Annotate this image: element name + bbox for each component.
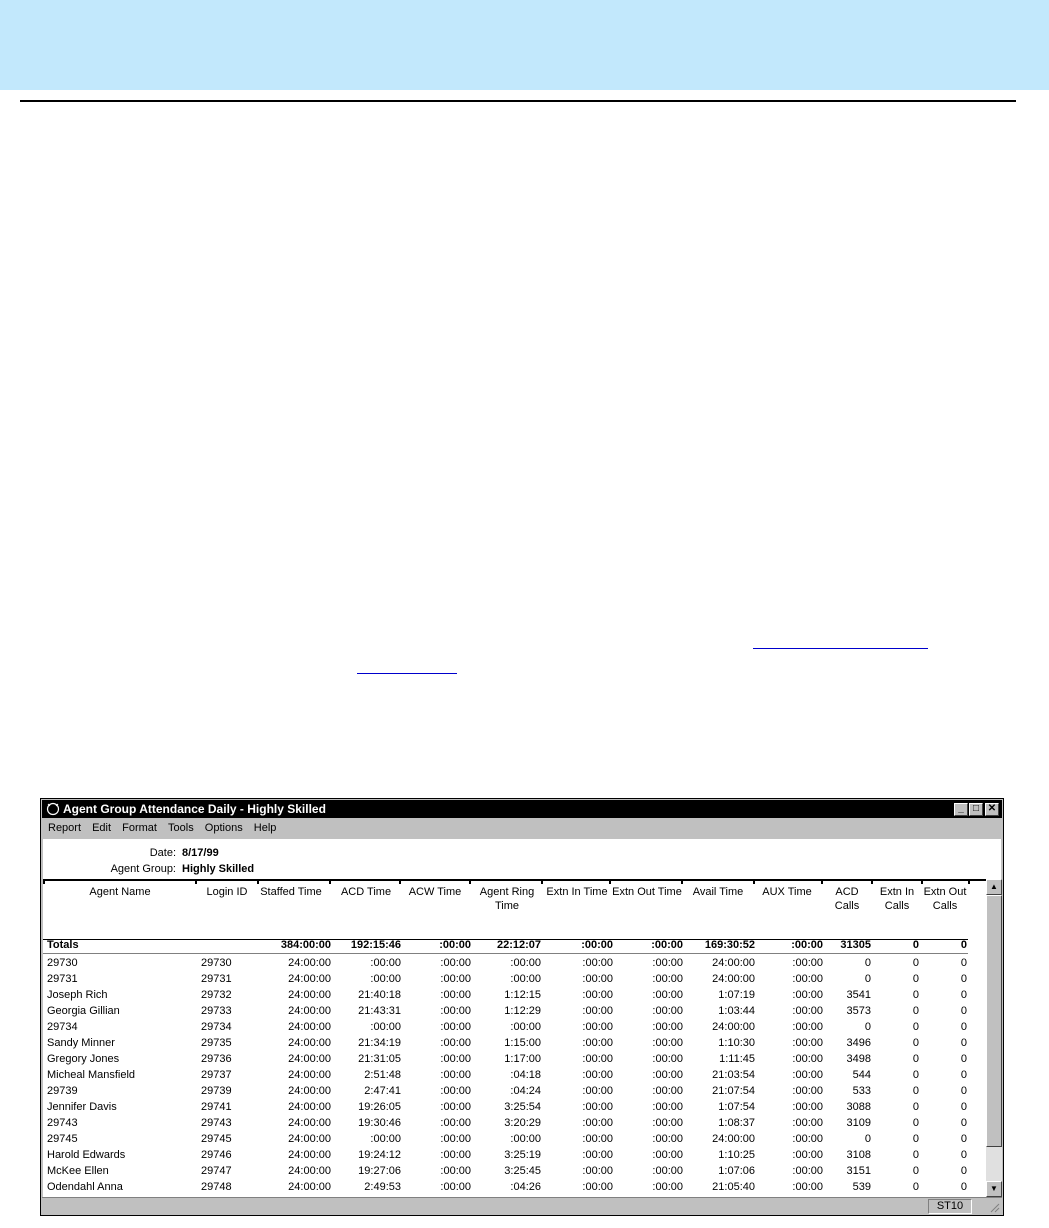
table-cell: 3088 [846, 1101, 871, 1113]
table-cell: :00:00 [652, 1053, 683, 1065]
table-cell: 24:00:00 [288, 1165, 331, 1177]
table-cell: 21:31:05 [358, 1053, 401, 1065]
table-cell: 24:00:00 [288, 1053, 331, 1065]
menu-bar [42, 819, 1002, 837]
table-cell: :00:00 [791, 939, 823, 951]
table-cell: :00:00 [792, 973, 823, 985]
table-row[interactable] [43, 1067, 973, 1083]
report-window [40, 798, 1004, 1216]
table-cell: 3:25:45 [504, 1165, 541, 1177]
totals-row [43, 937, 973, 953]
table-cell: 21:40:18 [358, 989, 401, 1001]
table-cell: :00:00 [440, 973, 471, 985]
table-cell: 0 [912, 1021, 919, 1033]
menu-options[interactable]: Options [204, 822, 243, 834]
table-row[interactable] [43, 955, 973, 971]
page-header-band [0, 0, 1049, 90]
table-cell: :00:00 [792, 1149, 823, 1161]
column-divider[interactable] [399, 880, 401, 884]
table-cell: 539 [852, 1181, 871, 1193]
column-header[interactable]: Extn Out Calls [923, 886, 967, 912]
column-header[interactable]: ACD Time [340, 886, 392, 898]
agent-name-cell: 29730 [47, 957, 78, 969]
table-row[interactable] [43, 1179, 973, 1195]
table-cell: 0 [912, 1005, 919, 1017]
column-header[interactable]: AUX Time [762, 886, 812, 898]
table-cell: 0 [912, 1133, 919, 1145]
table-cell: :00:00 [792, 1085, 823, 1097]
table-cell: :00:00 [652, 1021, 683, 1033]
table-cell: 1:11:45 [719, 1053, 755, 1065]
agent-group-value: Highly Skilled [182, 863, 255, 875]
table-cell: :00:00 [370, 1021, 401, 1033]
table-cell: :00:00 [652, 1133, 683, 1145]
table-cell: :00:00 [652, 973, 683, 985]
table-cell: 533 [852, 1085, 871, 1097]
hyperlink-underline[interactable] [357, 673, 457, 674]
vertical-scrollbar[interactable] [986, 879, 1002, 1197]
column-header[interactable]: Extn Out Time [612, 886, 682, 898]
table-cell: 0 [960, 1149, 967, 1161]
table-cell: 0 [912, 1181, 919, 1193]
table-cell: :00:00 [582, 1101, 613, 1113]
table-cell: 24:00:00 [288, 1149, 331, 1161]
table-cell: :00:00 [582, 1053, 613, 1065]
table-cell: 24:00:00 [288, 1181, 331, 1193]
column-divider[interactable] [681, 880, 683, 884]
table-cell: 0 [912, 1149, 919, 1161]
table-cell: 0 [912, 989, 919, 1001]
table-cell: 1:17:00 [504, 1053, 541, 1065]
table-cell: 21:07:54 [712, 1085, 755, 1097]
table-cell: :00:00 [510, 957, 541, 969]
table-cell: 3573 [846, 1005, 871, 1017]
table-cell: 2:51:48 [364, 1069, 401, 1081]
header-divider [20, 100, 1016, 102]
agent-name-cell: Jennifer Davis [47, 1101, 117, 1113]
table-cell: 21:05:40 [712, 1181, 755, 1193]
table-cell: 29737 [201, 1069, 232, 1081]
table-cell: :00:00 [510, 1133, 541, 1145]
table-cell: :00:00 [440, 1149, 471, 1161]
table-row[interactable] [43, 1019, 973, 1035]
table-row[interactable] [43, 1131, 973, 1147]
agent-name-cell: 29745 [47, 1133, 78, 1145]
table-cell: :00:00 [792, 1053, 823, 1065]
maximize-button[interactable]: □ [969, 803, 983, 816]
table-cell: 24:00:00 [288, 1133, 331, 1145]
column-divider[interactable] [921, 880, 923, 884]
table-cell: 1:07:54 [718, 1101, 755, 1113]
table-cell: :00:00 [582, 1037, 613, 1049]
table-cell: 3:25:54 [504, 1101, 541, 1113]
table-cell: 0 [864, 957, 871, 969]
status-bar [42, 1197, 1002, 1215]
table-cell: :00:00 [792, 1069, 823, 1081]
table-cell: 0 [912, 939, 919, 951]
table-cell: 24:00:00 [712, 957, 755, 969]
table-cell: 24:00:00 [288, 989, 331, 1001]
table-cell: :00:00 [510, 973, 541, 985]
table-cell: :00:00 [652, 1181, 683, 1193]
date-value: 8/17/99 [182, 847, 219, 859]
table-row[interactable] [43, 1051, 973, 1067]
table-cell: 29741 [201, 1101, 232, 1113]
table-cell: :00:00 [792, 1165, 823, 1177]
table-cell: :00:00 [582, 989, 613, 1001]
table-cell: 384:00:00 [280, 939, 331, 951]
table-cell: :00:00 [652, 1085, 683, 1097]
table-cell: 544 [852, 1069, 871, 1081]
table-cell: 2:49:53 [364, 1181, 401, 1193]
scroll-up-button[interactable]: ▲ [986, 879, 1002, 895]
table-cell: :00:00 [440, 1005, 471, 1017]
table-cell: 29736 [201, 1053, 232, 1065]
table-cell: 3496 [846, 1037, 871, 1049]
date-label: Date: [149, 847, 176, 859]
table-cell: 3:20:29 [504, 1117, 541, 1129]
agent-name-cell: 29734 [47, 1021, 78, 1033]
table-cell: :00:00 [792, 1181, 823, 1193]
column-header[interactable]: Extn In Time [546, 886, 608, 898]
table-cell: 0 [864, 1133, 871, 1145]
table-cell: 24:00:00 [712, 973, 755, 985]
table-cell: 21:34:19 [358, 1037, 401, 1049]
table-row[interactable] [43, 1163, 973, 1179]
column-divider[interactable] [968, 880, 970, 884]
agent-name-cell: 29739 [47, 1085, 78, 1097]
table-cell: :00:00 [792, 1005, 823, 1017]
table-cell: 3:25:19 [504, 1149, 541, 1161]
table-cell: 0 [960, 1053, 967, 1065]
agent-name-cell: Totals [47, 939, 79, 951]
table-cell: 31305 [840, 939, 871, 951]
agent-group-label: Agent Group: [110, 863, 176, 875]
scroll-down-button[interactable]: ▼ [986, 1181, 1002, 1197]
table-row[interactable] [43, 1035, 973, 1051]
table-cell: 0 [960, 1085, 967, 1097]
agent-name-cell: Odendahl Anna [47, 1181, 123, 1193]
table-cell: :00:00 [792, 989, 823, 1001]
column-divider[interactable] [541, 880, 543, 884]
table-cell: :00:00 [582, 1069, 613, 1081]
column-header[interactable]: Extn In Calls [879, 886, 915, 912]
table-cell: 24:00:00 [288, 1069, 331, 1081]
table-cell: :00:00 [652, 1117, 683, 1129]
table-cell: :00:00 [582, 1085, 613, 1097]
report-table [43, 879, 986, 1197]
table-cell: 0 [912, 973, 919, 985]
table-cell: 192:15:46 [350, 939, 401, 951]
table-cell: 3541 [846, 989, 871, 1001]
column-divider[interactable] [753, 880, 755, 884]
column-divider[interactable] [257, 880, 259, 884]
table-cell: :00:00 [652, 1069, 683, 1081]
window-title: Agent Group Attendance Daily - Highly Skilled [63, 802, 326, 816]
table-cell: :00:00 [440, 1117, 471, 1129]
table-cell: :00:00 [582, 1149, 613, 1161]
table-cell: :00:00 [792, 1117, 823, 1129]
table-cell: 1:03:44 [718, 1005, 755, 1017]
table-cell: :00:00 [792, 1101, 823, 1113]
table-row[interactable] [43, 1099, 973, 1115]
table-cell: :00:00 [439, 939, 471, 951]
table-cell: :00:00 [370, 1133, 401, 1145]
table-cell: 21:43:31 [358, 1005, 401, 1017]
table-cell: 0 [912, 1165, 919, 1177]
column-header[interactable]: Agent Ring Time [479, 886, 535, 912]
table-cell: :04:24 [510, 1085, 541, 1097]
table-cell: :00:00 [440, 1101, 471, 1113]
agent-name-cell: Gregory Jones [47, 1053, 120, 1065]
hyperlink-underline[interactable] [753, 648, 928, 649]
table-cell: 0 [912, 957, 919, 969]
table-cell: 24:00:00 [712, 1133, 755, 1145]
table-cell: 24:00:00 [288, 1005, 331, 1017]
table-cell: :00:00 [652, 1149, 683, 1161]
table-cell: 24:00:00 [288, 1037, 331, 1049]
table-cell: :00:00 [582, 957, 613, 969]
table-cell: 22:12:07 [496, 939, 541, 951]
column-header[interactable]: Login ID [206, 886, 248, 898]
column-divider[interactable] [609, 880, 611, 884]
table-cell: 29746 [201, 1149, 232, 1161]
table-cell: 0 [960, 1133, 967, 1145]
table-cell: 1:15:00 [504, 1037, 541, 1049]
table-cell: :00:00 [440, 1053, 471, 1065]
column-header[interactable]: ACD Calls [834, 886, 860, 912]
table-cell: 19:26:05 [358, 1101, 401, 1113]
table-cell: 29734 [201, 1021, 232, 1033]
agent-name-cell: McKee Ellen [47, 1165, 109, 1177]
column-divider[interactable] [195, 880, 197, 884]
column-header[interactable]: Staffed Time [260, 886, 322, 898]
table-cell: :00:00 [440, 1165, 471, 1177]
table-cell: 1:12:15 [504, 989, 541, 1001]
table-cell: 169:30:52 [704, 939, 755, 951]
agent-name-cell: 29731 [47, 973, 78, 985]
table-cell: 1:12:29 [504, 1005, 541, 1017]
table-cell: 0 [912, 1053, 919, 1065]
table-cell: 21:03:54 [712, 1069, 755, 1081]
table-cell: 0 [912, 1069, 919, 1081]
table-cell: 29745 [201, 1133, 232, 1145]
table-cell: 24:00:00 [288, 973, 331, 985]
table-cell: 0 [864, 1021, 871, 1033]
totals-divider [43, 953, 968, 954]
table-row[interactable] [43, 1003, 973, 1019]
table-cell: :00:00 [582, 1021, 613, 1033]
table-cell: :00:00 [440, 989, 471, 1001]
table-cell: :00:00 [370, 973, 401, 985]
table-cell: 19:24:12 [358, 1149, 401, 1161]
agent-name-cell: Micheal Mansfield [47, 1069, 136, 1081]
column-divider[interactable] [821, 880, 823, 884]
table-cell: :00:00 [440, 1181, 471, 1193]
table-cell: 1:10:25 [718, 1149, 755, 1161]
table-cell: :00:00 [582, 1005, 613, 1017]
table-cell: 0 [912, 1117, 919, 1129]
table-cell: :00:00 [792, 1037, 823, 1049]
column-divider[interactable] [871, 880, 873, 884]
table-cell: 1:08:37 [718, 1117, 755, 1129]
table-row[interactable] [43, 971, 973, 987]
table-cell: 29731 [201, 973, 232, 985]
table-cell: 1:07:19 [718, 989, 755, 1001]
table-cell: 3151 [846, 1165, 871, 1177]
table-cell: :04:18 [510, 1069, 541, 1081]
table-cell: 29735 [201, 1037, 232, 1049]
table-cell: 0 [960, 1117, 967, 1129]
table-cell: 29747 [201, 1165, 232, 1177]
table-cell: 0 [864, 973, 871, 985]
table-cell: :00:00 [440, 1037, 471, 1049]
table-cell: 24:00:00 [712, 1021, 755, 1033]
status-pane: ST10 [928, 1199, 972, 1214]
column-divider[interactable] [329, 880, 331, 884]
table-cell: 2:47:41 [364, 1085, 401, 1097]
table-cell: :00:00 [582, 1133, 613, 1145]
table-cell: 3109 [846, 1117, 871, 1129]
table-cell: 0 [960, 1037, 967, 1049]
table-row[interactable] [43, 1115, 973, 1131]
table-cell: :00:00 [440, 1085, 471, 1097]
clock-icon [46, 802, 60, 816]
table-cell: 1:07:06 [718, 1165, 755, 1177]
table-cell: 0 [960, 1005, 967, 1017]
table-cell: :00:00 [440, 957, 471, 969]
table-cell: 0 [960, 1069, 967, 1081]
table-cell: :00:00 [440, 1069, 471, 1081]
report-parameters [43, 839, 1001, 879]
table-cell: 0 [912, 1101, 919, 1113]
table-cell: 0 [960, 1101, 967, 1113]
table-cell: :00:00 [792, 957, 823, 969]
table-cell: :00:00 [652, 1101, 683, 1113]
menu-edit[interactable]: Edit [92, 822, 112, 834]
agent-name-cell: Joseph Rich [47, 989, 108, 1001]
table-cell: :00:00 [652, 1165, 683, 1177]
agent-name-cell: Harold Edwards [47, 1149, 126, 1161]
table-cell: :00:00 [652, 1037, 683, 1049]
resize-grip-icon[interactable] [988, 1201, 1000, 1213]
column-header[interactable]: Avail Time [692, 886, 744, 898]
table-cell: :00:00 [652, 957, 683, 969]
table-cell: :00:00 [582, 1165, 613, 1177]
table-cell: :04:26 [510, 1181, 541, 1193]
table-cell: 29732 [201, 989, 232, 1001]
table-cell: 29743 [201, 1117, 232, 1129]
table-cell: 24:00:00 [288, 1021, 331, 1033]
table-cell: 0 [960, 989, 967, 1001]
table-cell: 24:00:00 [288, 1101, 331, 1113]
table-cell: 0 [960, 957, 967, 969]
table-cell: 0 [912, 1085, 919, 1097]
table-row[interactable] [43, 1083, 973, 1099]
table-cell: 29733 [201, 1005, 232, 1017]
title-bar[interactable] [42, 800, 1002, 818]
table-cell: 19:30:46 [358, 1117, 401, 1129]
table-cell: 24:00:00 [288, 957, 331, 969]
scroll-thumb[interactable] [986, 895, 1002, 1147]
table-cell: 0 [960, 1021, 967, 1033]
minimize-button[interactable]: _ [954, 803, 968, 816]
column-divider[interactable] [43, 880, 45, 884]
table-cell: :00:00 [581, 939, 613, 951]
agent-name-cell: Sandy Minner [47, 1037, 115, 1049]
agent-name-cell: 29743 [47, 1117, 78, 1129]
menu-format[interactable]: Format [122, 822, 157, 834]
table-cell: 29730 [201, 957, 232, 969]
table-cell: :00:00 [582, 973, 613, 985]
table-cell: 0 [960, 1165, 967, 1177]
table-cell: 0 [912, 1037, 919, 1049]
table-cell: :00:00 [370, 957, 401, 969]
table-cell: :00:00 [582, 1181, 613, 1193]
table-cell: :00:00 [440, 1021, 471, 1033]
column-divider[interactable] [469, 880, 471, 884]
table-cell: 1:10:30 [718, 1037, 755, 1049]
table-cell: 0 [960, 939, 967, 951]
table-cell: 3108 [846, 1149, 871, 1161]
table-cell: 0 [960, 1181, 967, 1193]
table-cell: 29739 [201, 1085, 232, 1097]
column-header[interactable]: Agent Name [89, 886, 151, 898]
table-cell: :00:00 [792, 1021, 823, 1033]
menu-tools[interactable]: Tools [168, 822, 194, 834]
table-cell: :00:00 [652, 989, 683, 1001]
table-row[interactable] [43, 1147, 973, 1163]
table-cell: 24:00:00 [288, 1117, 331, 1129]
table-cell: :00:00 [652, 1005, 683, 1017]
table-row[interactable] [43, 987, 973, 1003]
close-button[interactable]: ✕ [985, 803, 999, 816]
table-cell: :00:00 [510, 1021, 541, 1033]
table-cell: :00:00 [792, 1133, 823, 1145]
menu-help[interactable]: Help [253, 822, 277, 834]
table-cell: 3498 [846, 1053, 871, 1065]
table-cell: :00:00 [651, 939, 683, 951]
column-header[interactable]: ACW Time [408, 886, 462, 898]
table-cell: 0 [960, 973, 967, 985]
agent-name-cell: Georgia Gillian [47, 1005, 120, 1017]
table-cell: 24:00:00 [288, 1085, 331, 1097]
menu-report[interactable]: Report [48, 822, 82, 834]
table-cell: 19:27:06 [358, 1165, 401, 1177]
table-cell: :00:00 [582, 1117, 613, 1129]
table-cell: 29748 [201, 1181, 232, 1193]
table-cell: :00:00 [440, 1133, 471, 1145]
